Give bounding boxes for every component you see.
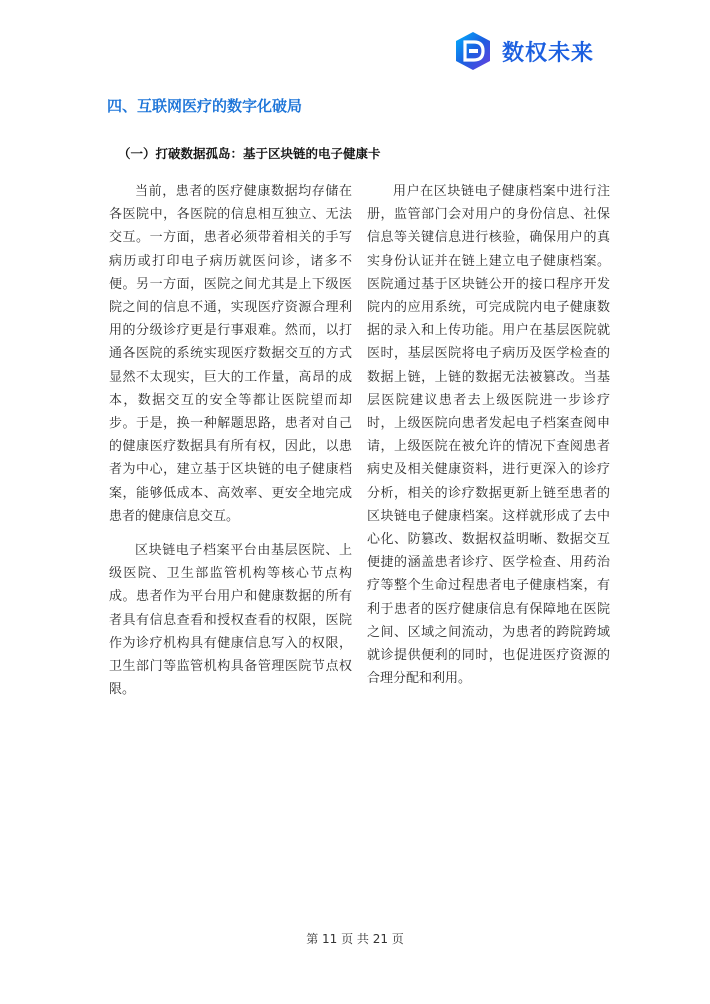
brand-logo-icon — [452, 30, 494, 72]
paragraph: 区块链电子档案平台由基层医院、上级医院、卫生部监管机构等核心节点构成。患者作为平台用户和健康数据的所有者具有信息查看和授权查看的权限，医院作为诊疗机构具有健康信息写入的权限，卫生部门等监管机构具备管理医院节点权限。 — [109, 543, 352, 698]
paragraph: 用户在区块链电子健康档案中进行注册，监管部门会对用户的身份信息、社保信息等关键信息进行核验，确保用户的真实身份认证并在链上建立电子健康档案。医院通过基于区块链公开的接口程序开发院内的应用系统，可完成院内电子健康数据的录入和上传功能。用户在基层医院就医时，基层医院将电子病历及医学检查的数据上链，上链的数据无法被篡改。当基层医院建议患者去上级医院进一步诊疗时，上级医院向患者发起电子档案查阅申请，上级医院在被允许的情况下查阅患者病史及相关健康资料，进行更深入的诊疗分析，相关的诊疗数据更新上链至患者的区块链电子健康档案。这样就形成了去中心化、防篡改、数据权益明晰、数据交互便捷的涵盖患者诊疗、医学检查、用药治疗等整个生命过程患者电子健康档案，有利于患者的医疗健康信息有保障地在医院之间、区域之间流动，为患者的跨院跨域就诊提供便利的同时，也促进医疗资源的合理分配和利用。 — [367, 184, 610, 687]
section-title: 四、互联网医疗的数字化破局 — [107, 97, 303, 115]
right-column — [367, 180, 610, 701]
left-column — [109, 180, 352, 712]
subsection-title: （一）打破数据孤岛：基于区块链的电子健康卡 — [118, 146, 381, 161]
paragraph: 当前，患者的医疗健康数据均存储在各医院中，各医院的信息相互独立、无法交互。一方面，患者必须带着相关的手写病历或打印电子病历就医问诊，诸多不便。另一方面，医院之间尤其是上下级医院之间的信息不通，实现医疗资源合理利用的分级诊疗更是行事艰难。然而，以打通各医院的系统实现医疗数据交互的方式显然不太现实，巨大的工作量，高昂的成本，数据交互的安全等都让医院望而却步。于是，换一种解题思路，患者对自己的健康医疗数据具有所有权，因此，以患者为中心，建立基于区块链的电子健康档案，能够低成本、高效率、更安全地完成患者的健康信息交互。 — [109, 184, 352, 524]
brand-logo-text: 数权未来 — [502, 40, 595, 66]
page-number: 第 11 页 共 21 页 — [306, 932, 404, 946]
brand-logo — [452, 28, 612, 74]
